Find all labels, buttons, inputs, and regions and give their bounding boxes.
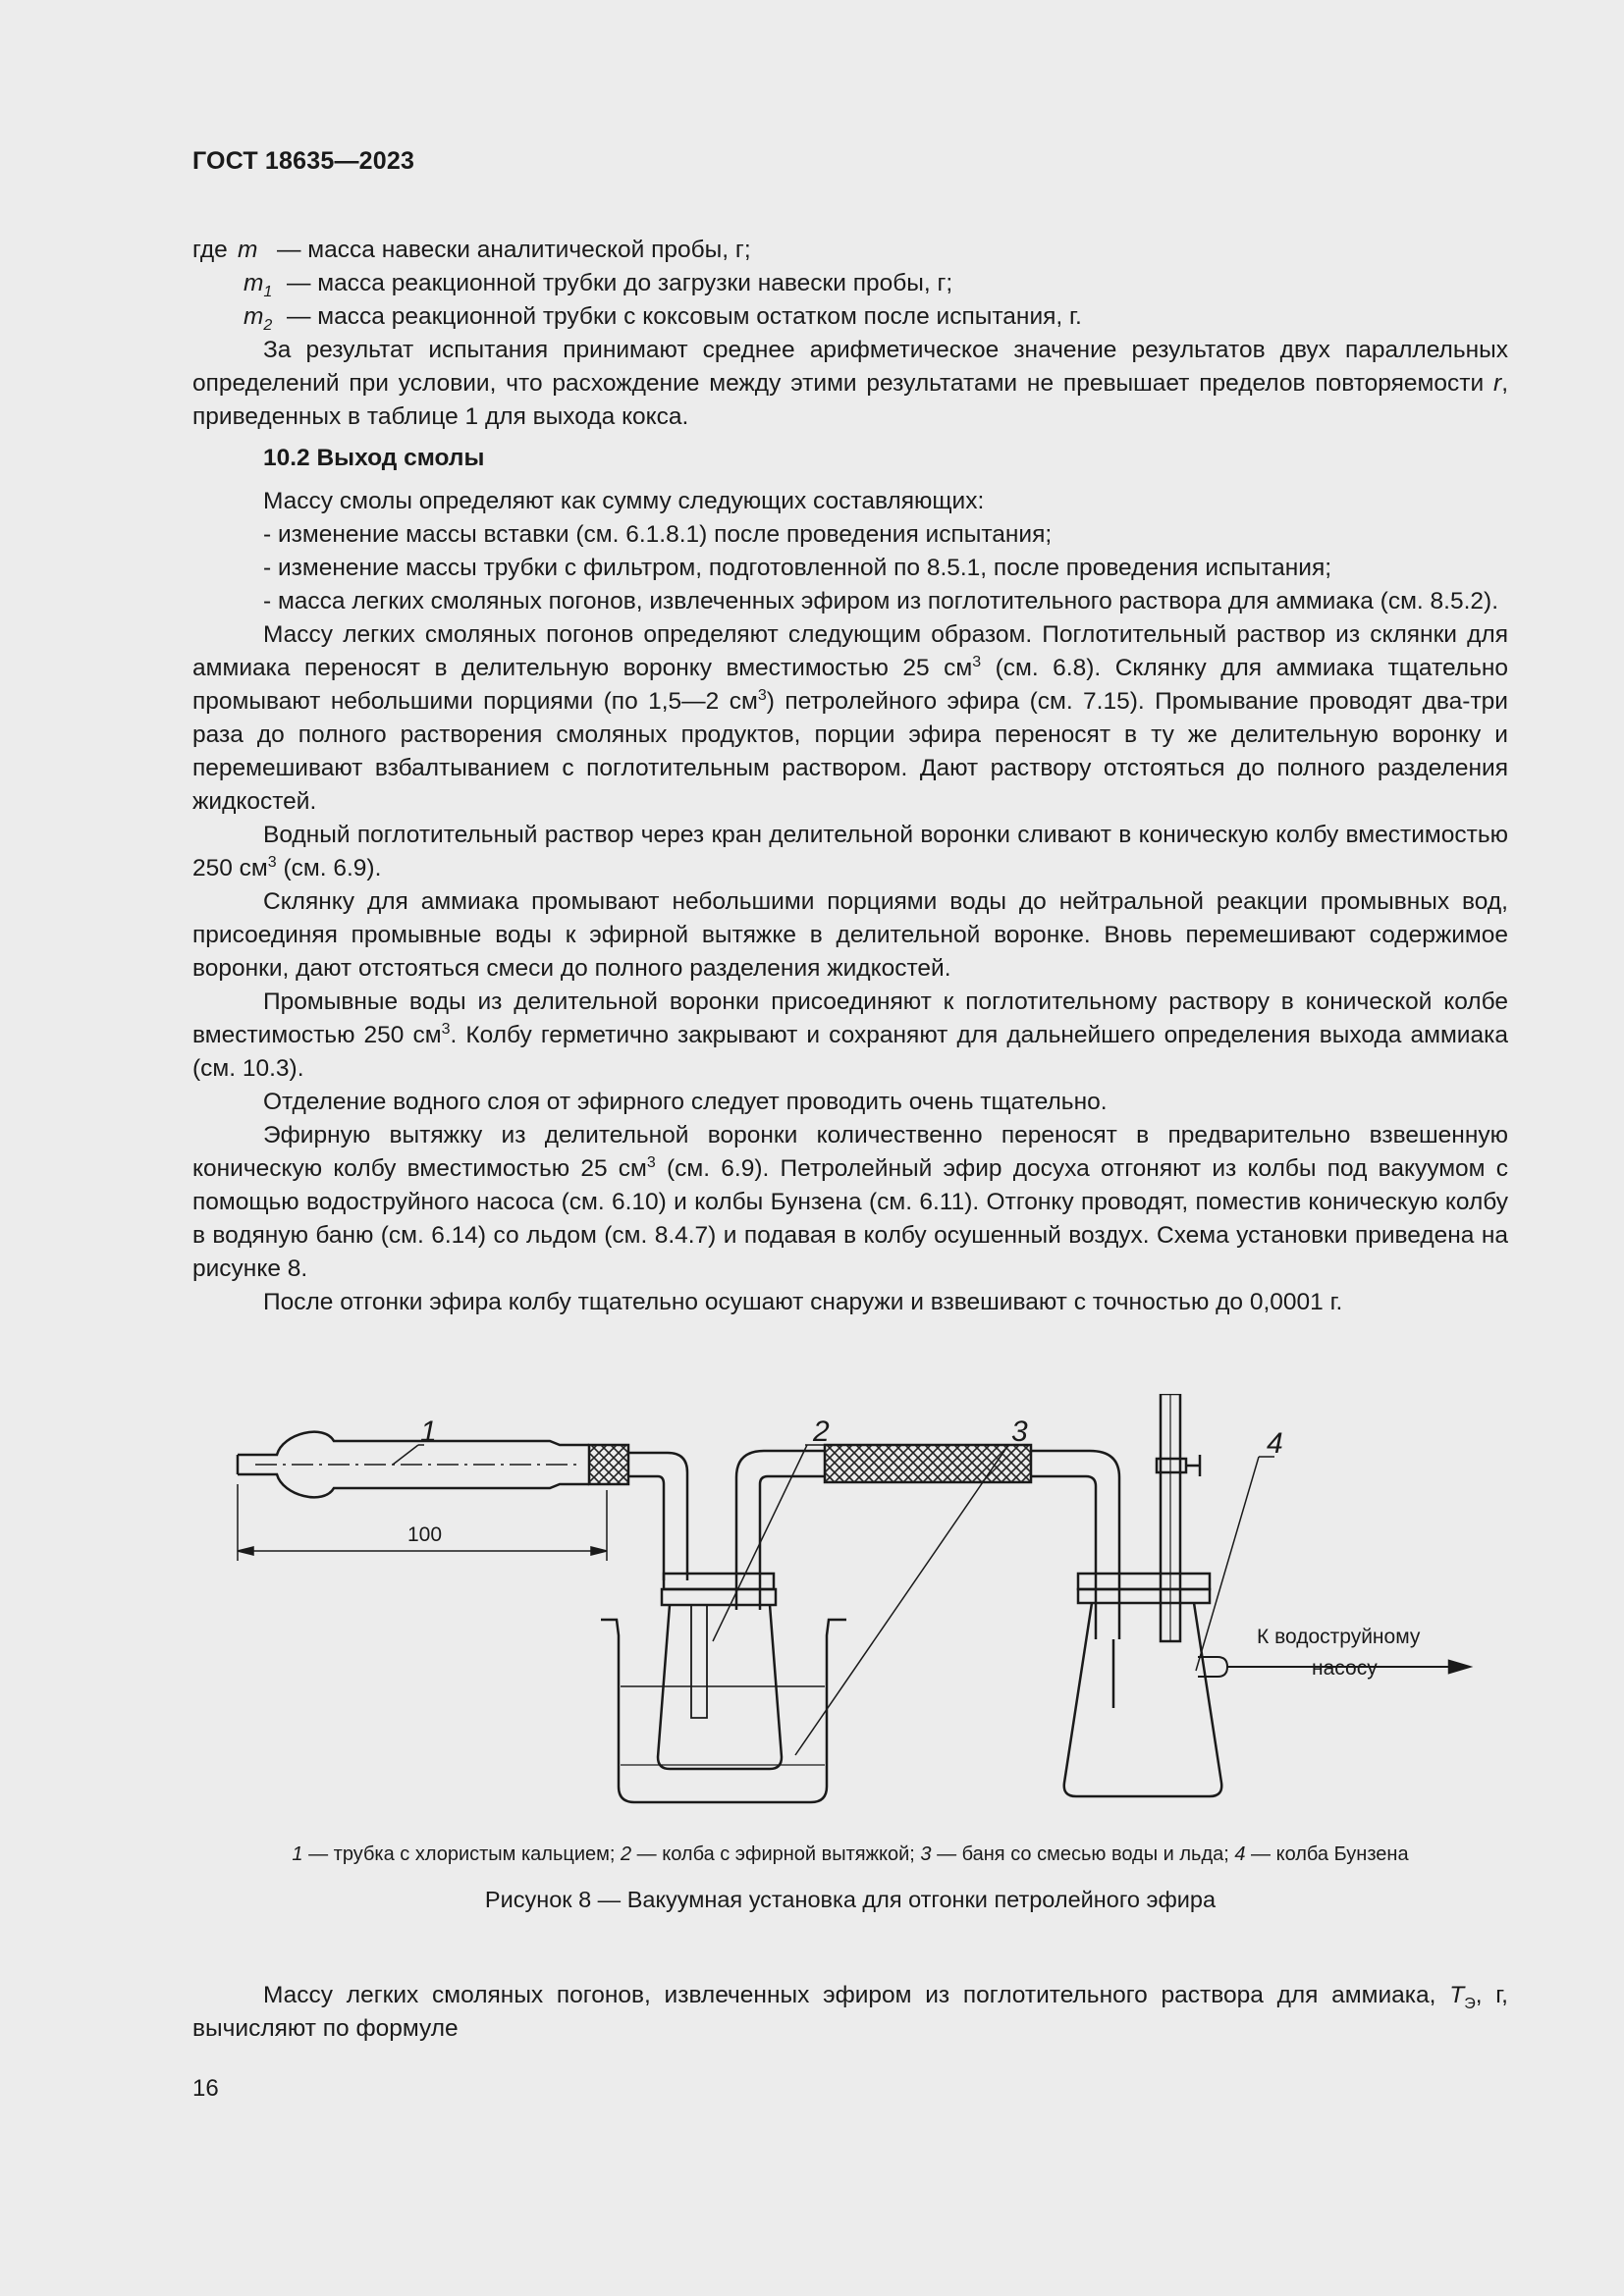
rubber-hose: [825, 1445, 1031, 1482]
where-label: где: [192, 237, 228, 263]
paragraph: После отгонки эфира колбу тщательно осушают снаружи и взвешивают с точностью до 0,0001 г.: [263, 1289, 1343, 1315]
figure-label-3: 3: [1011, 1415, 1028, 1448]
pump-label-line2: насосу: [1312, 1657, 1378, 1680]
symbol-T: T: [1449, 1982, 1465, 2008]
apparatus-diagram: [226, 1394, 1502, 1816]
document-header: ГОСТ 18635—2023: [192, 147, 415, 175]
page-number: 16: [192, 2075, 219, 2102]
symbol-m2-sub: 2: [263, 317, 273, 334]
list-item: - изменение массы вставки (см. 6.1.8.1) после проведения испытания;: [263, 521, 1053, 548]
symbol-m: m: [238, 237, 258, 263]
definition-m1-text: — масса реакционной трубки до загрузки навески пробы, г;: [287, 270, 953, 296]
calcium-chloride-tube: [238, 1432, 589, 1498]
figure-title: Рисунок 8 — Вакуумная установка для отгонки петролейного эфира: [484, 1887, 1217, 1912]
symbol-r: r: [1493, 370, 1502, 397]
tube-connector: [589, 1445, 628, 1484]
paragraph: Отделение водного слоя от эфирного следует проводить очень тщательно.: [263, 1089, 1108, 1115]
leader-lines: [393, 1445, 1274, 1755]
figure-legend: 1 — трубка с хлористым кальцием; 2 — колба с эфирной вытяжкой; 3 — баня со смесью воды и льда; 4 — колба Бунзена: [292, 1843, 1409, 1865]
figure-label-2: 2: [813, 1415, 830, 1448]
symbol-m1-sub: 1: [263, 284, 273, 300]
definition-m2-text: — масса реакционной трубки с коксовым остатком после испытания, г.: [287, 303, 1082, 330]
dimension-label: 100: [407, 1523, 443, 1546]
definition-m2: [192, 300, 1508, 334]
definition-m-text: — масса навески аналитической пробы, г;: [277, 237, 751, 263]
body-text: [192, 234, 1508, 1319]
section-title: 10.2 Выход смолы: [263, 445, 485, 471]
paragraph: Массу легких смоляных погонов определяют следующим образом. Поглотительный раствор из склянки для аммиака переносят в делительную воронку вместимостью 25 $см^3$ (см. 6.8). Склянку для аммиака тщательно промывают небольшими порциями (по 1,5—2 $см^3$) петролейного эфира (см. 7.15). Промывание проводят два-три раза до полного растворения смоляных продуктов, порции эфира переносят в ту же делительную воронку и перемешивают взбалтыванием с поглотительным раствором. Дают раствору отстояться до полного разделения жидкостей.: [192, 621, 1508, 815]
paragraph-result: За результат испытания принимают среднее арифметическое значение результатов двух параллельных определений при условии, что расхождение между этими результатами не превышает пределов повторяемости r, приведенных в таблице 1 для выхода кокса.: [192, 337, 1508, 430]
symbol-m1: m: [244, 270, 264, 296]
figure-label-4: 4: [1267, 1427, 1283, 1460]
list-item: - изменение массы трубки с фильтром, подготовленной по 8.5.1, после проведения испытания;: [263, 555, 1332, 581]
definition-m1: [192, 267, 1508, 300]
pump-label-line1: К водоструйному: [1257, 1626, 1421, 1648]
dimension-line: [238, 1484, 607, 1561]
water-ice-bath: [601, 1620, 846, 1802]
bunsen-flask: [1064, 1574, 1227, 1796]
symbol-m2: m: [244, 303, 264, 330]
paragraph-formula-intro: Массу легких смоляных погонов, извлеченных эфиром из поглотительного раствора для аммиака, $T_Э$, г, вычисляют по формуле: [192, 1982, 1508, 2042]
definition-m: [192, 234, 1508, 267]
figure-label-1: 1: [420, 1415, 437, 1448]
ether-extract-flask: [658, 1574, 782, 1769]
paragraph: Эфирную вытяжку из делительной воронки количественно переносят в предварительно взвешенную коническую колбу вместимостью 25 $см^3$ (см. 6.9). Петролейный эфир досуха отгоняют из колбы под вакуумом с помощью водоструйного насоса (см. 6.10) и колбы Бунзена (см. 6.11). Отгонку проводят, поместив коническую колбу в водяную баню (см. 6.14) со льдом (см. 8.4.7) и подавая в колбу осушенный воздух. Схема установки приведена на рисунке 8.: [192, 1122, 1508, 1282]
paragraph: Промывные воды из делительной воронки присоединяют к поглотительному раствору в конической колбе вместимостью 250 $см^3$. Колбу герметично закрывают и сохраняют для дальнейшего определения выхода аммиака (см. 10.3).: [192, 988, 1508, 1082]
paragraph: Склянку для аммиака промывают небольшими порциями воды до нейтральной реакции промывных вод, присоединяя промывные воды к эфирной вытяжке в делительной воронке. Вновь перемешивают содержимое воронки, дают отстояться смеси до полного разделения жидкостей.: [192, 888, 1508, 982]
list-item: - масса легких смоляных погонов, извлеченных эфиром из поглотительного раствора для аммиака (см. 8.5.2).: [263, 588, 1499, 614]
paragraph: Водный поглотительный раствор через кран делительной воронки сливают в коническую колбу вместимостью 250 $см^3$ (см. 6.9).: [192, 822, 1508, 881]
paragraph-intro: Массу смолы определяют как сумму следующих составляющих:: [263, 488, 985, 514]
